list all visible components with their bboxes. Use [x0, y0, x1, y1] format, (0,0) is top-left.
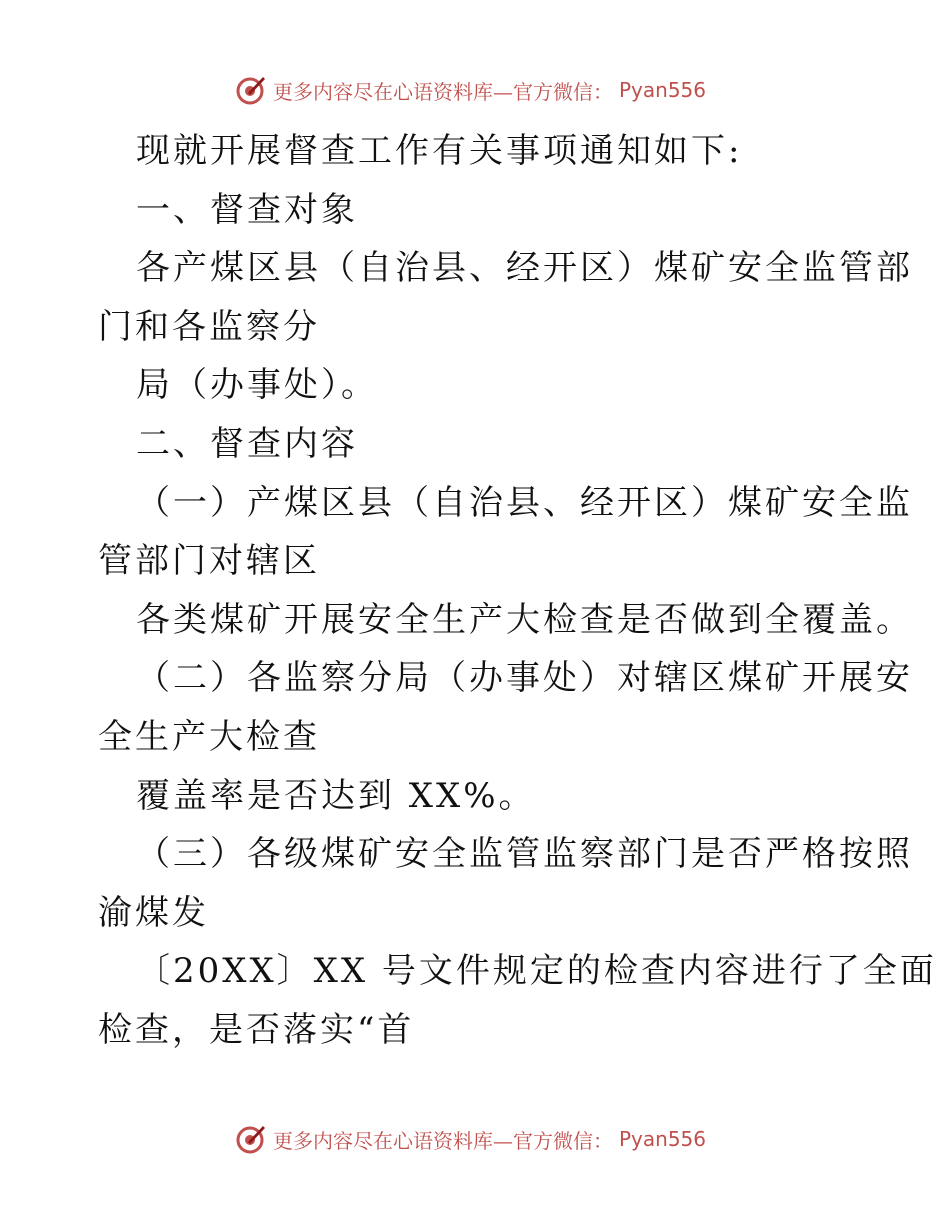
text-line: 现就开展督查工作有关事项通知如下: — [136, 131, 743, 171]
footer-watermark — [235, 1122, 706, 1156]
text-line: 覆盖率是否达到 XX%。 — [136, 775, 536, 816]
section-heading: 二、督查内容 — [136, 423, 358, 464]
text-line: （一）产煤区县（自治县、经开区）煤矿安全监 — [136, 482, 913, 523]
logo-icon — [235, 74, 267, 106]
text-line: 检查，是否落实“首 — [98, 1009, 415, 1050]
text-line: 全生产大检查 — [98, 716, 320, 757]
text-line: 管部门对辖区 — [98, 541, 320, 582]
watermark-text: 更多内容尽在心语资料库—官方微信： — [273, 79, 613, 104]
watermark-id: Pyan556 — [619, 1127, 707, 1151]
header-watermark — [235, 73, 706, 107]
logo-icon — [235, 1123, 267, 1155]
text-line: 各类煤矿开展安全生产大检查是否做到全覆盖。 — [136, 599, 913, 640]
section-heading: 一、督查对象 — [136, 189, 358, 230]
text-line: 各产煤区县（自治县、经开区）煤矿安全监管部 — [136, 248, 913, 289]
text-line: （三）各级煤矿安全监管监察部门是否严格按照 — [136, 834, 913, 875]
watermark-id: Pyan556 — [619, 78, 707, 102]
document-body — [98, 122, 937, 1060]
text-line: 局（办事处）。 — [136, 365, 378, 406]
text-line: 〔20XX〕XX 号文件规定的检查内容进行了全面 — [136, 951, 937, 992]
text-line: （二）各监察分局（办事处）对辖区煤矿开展安 — [136, 658, 913, 699]
text-line: 渝煤发 — [98, 892, 209, 933]
watermark-text: 更多内容尽在心语资料库—官方微信： — [273, 1128, 613, 1153]
text-line: 门和各监察分 — [98, 306, 320, 347]
